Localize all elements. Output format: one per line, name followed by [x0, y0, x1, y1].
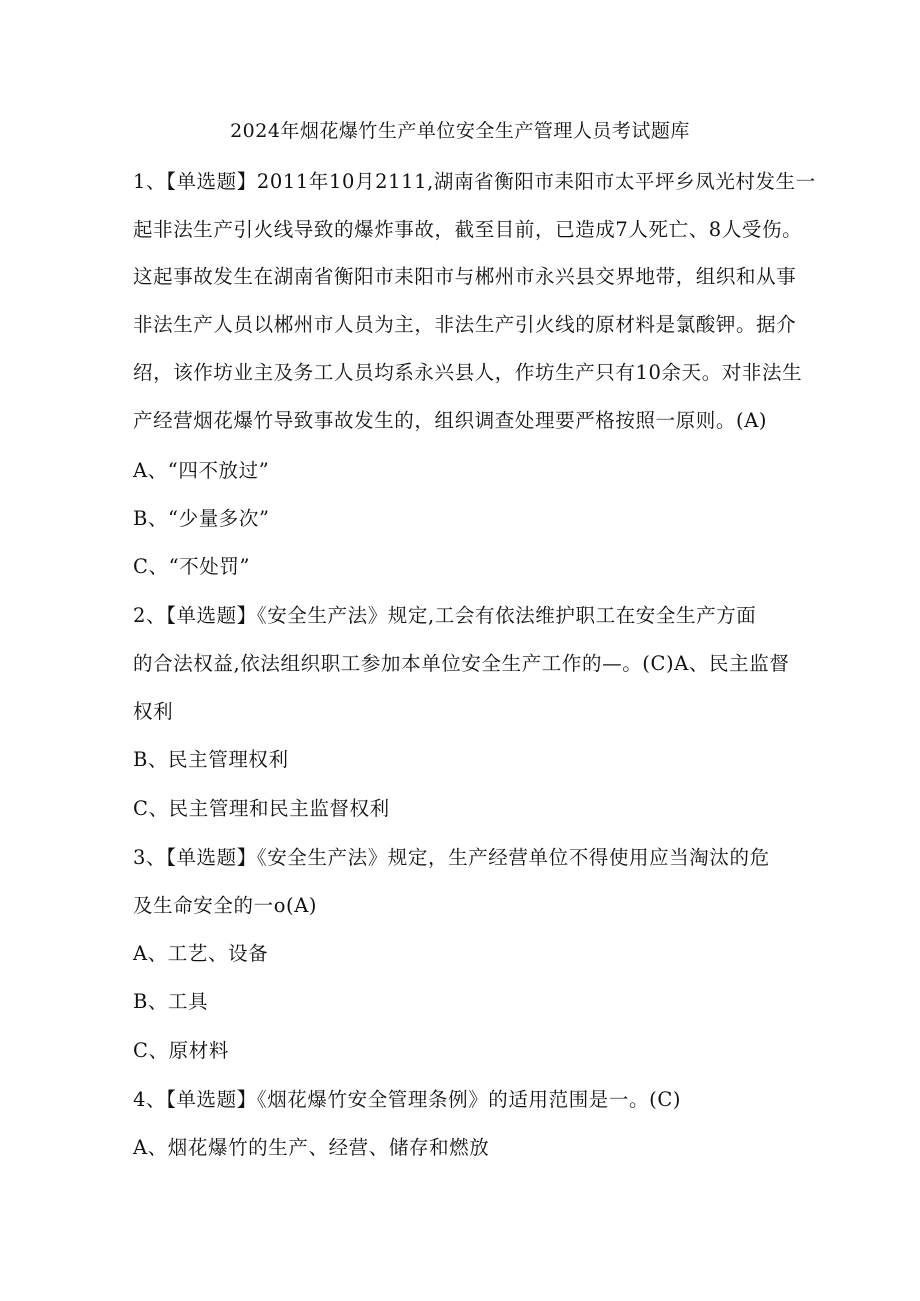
q3-stem-line-1: 3、【单选题】《安全生产法》规定，生产经营单位不得使用应当淘汰的危 — [133, 846, 770, 869]
q1-stem-line-3: 这起事故发生在湖南省衡阳市耒阳市与郴州市永兴县交界地带，组织和从事 — [133, 265, 797, 288]
q2-stem-line-3: 权利 — [133, 700, 174, 723]
q1-stem-line-6: 产经营烟花爆竹导致事故发生的，组织调查处理要严格按照一原则。(A) — [133, 409, 768, 432]
q3-option-c: C、原材料 — [133, 1039, 229, 1062]
q4-stem-line-1: 4、【单选题】《烟花爆竹安全管理条例》的适用范围是一。(C) — [133, 1088, 682, 1111]
q2-stem-line-2: 的合法权益,依法组织职工参加本单位安全生产工作的—。(C)A、民主监督 — [133, 652, 790, 675]
q3-option-a: A、工艺、设备 — [133, 942, 269, 965]
document-title: 2024年烟花爆竹生产单位安全生产管理人员考试题库 — [230, 120, 690, 142]
q1-stem-line-5: 绍，该作坊业主及务工人员均系永兴县人，作坊生产只有10余天。对非法生 — [133, 361, 803, 384]
q1-option-a: A、“四不放过” — [133, 459, 270, 482]
q2-option-c: C、民主管理和民主监督权利 — [133, 797, 390, 820]
q4-option-a: A、烟花爆竹的生产、经营、储存和燃放 — [133, 1136, 490, 1159]
q3-stem-line-2: 及生命安全的一o(A) — [133, 894, 318, 917]
q1-option-b: B、“少量多次” — [133, 507, 270, 530]
q1-stem-line-2: 起非法生产引火线导致的爆炸事故，截至目前，已造成7人死亡、8人受伤。 — [133, 218, 803, 241]
q1-option-c: C、“不处罚” — [133, 555, 251, 578]
q2-option-b: B、民主管理权利 — [133, 748, 289, 771]
q1-stem-line-1: 1、【单选题】2011年10月2111,湖南省衡阳市耒阳市太平坪乡凤光村发生一 — [133, 170, 816, 193]
q1-stem-line-4: 非法生产人员以郴州市人员为主，非法生产引火线的原材料是氯酸钾。据介 — [133, 313, 797, 336]
q3-option-b: B、工具 — [133, 990, 209, 1013]
q2-stem-line-1: 2、【单选题】《安全生产法》规定,工会有依法维护职工在安全生产方面 — [133, 604, 757, 627]
